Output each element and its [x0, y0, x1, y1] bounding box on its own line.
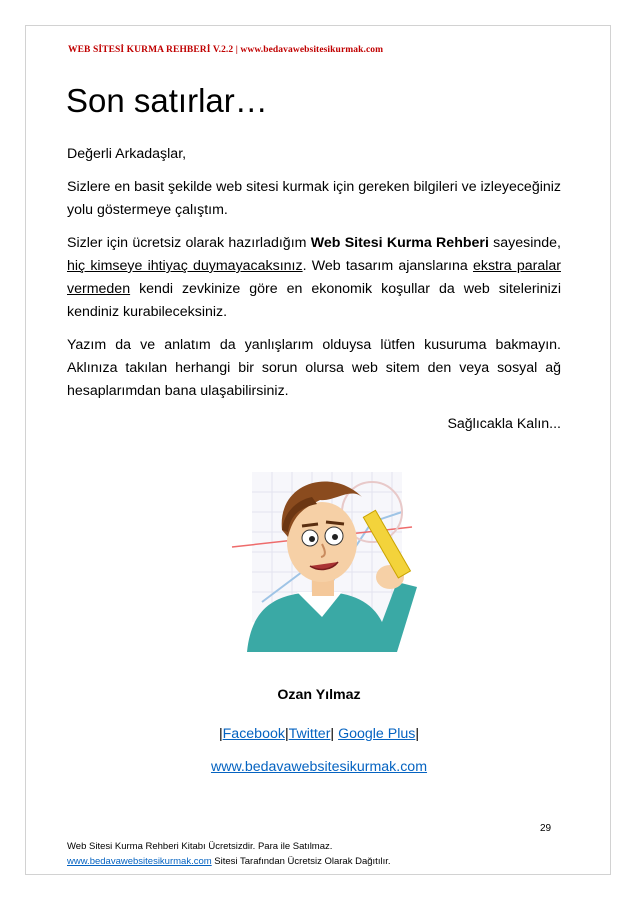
page-footer [67, 839, 390, 869]
footer-line-1: Web Sitesi Kurma Rehberi Kitabı Ücretsizdir. Para ile Satılmaz. [67, 841, 333, 852]
page-title: Son satırlar… [66, 82, 268, 119]
website-line [0, 759, 638, 775]
greeting: Değerli Arkadaşlar, [67, 146, 187, 162]
p2-text-3: . Web tasarım ajanslarına [302, 258, 473, 274]
author-name: Ozan Yılmaz [277, 687, 361, 703]
man-with-ruler-illustration [222, 452, 422, 652]
running-header: WEB SİTESİ KURMA REHBERİ V.2.2 | www.bedavawebsitesikurmak.com [68, 45, 384, 55]
paragraph-3: Yazım da ve anlatım da yanlışlarım olduysa lütfen kusuruma bakmayın. Aklınıza takılan herhangi bir sorun olursa web sitem den veya sosyal ağ hesaplarımdan bana ulaşabilirsiniz. [67, 337, 561, 399]
separator: | [218, 726, 223, 742]
separator: | [415, 726, 420, 742]
body-text [67, 143, 561, 446]
page-number: 29 [540, 823, 552, 834]
footer-website-link[interactable]: www.bedavawebsitesikurmak.com [67, 856, 212, 867]
underlined-phrase-2: ekstra paralar vermeden [67, 258, 561, 297]
social-links [0, 726, 638, 742]
footer-line-2 [67, 854, 390, 869]
twitter-link[interactable]: Twitter [288, 726, 331, 742]
signoff: Sağlıcakla Kalın... [447, 416, 561, 432]
p2-text-4: kendi zevkinize göre en ekonomik koşullar da web sitelerinizi kendiniz kurabileceksiniz. [67, 281, 561, 320]
separator: | [284, 726, 289, 742]
underlined-phrase-1: hiç kimseye ihtiyaç duymayacaksınız [67, 258, 303, 274]
p2-text-1: Sizler için ücretsiz olarak hazırladığım [67, 235, 311, 251]
facebook-link[interactable]: Facebook [222, 726, 285, 742]
p2-text-2: sayesinde, [488, 235, 561, 251]
paragraph-2 [67, 232, 561, 324]
separator: | [330, 726, 335, 742]
website-link[interactable]: www.bedavawebsitesikurmak.com [210, 759, 428, 775]
guide-name: Web Sitesi Kurma Rehberi [310, 235, 489, 251]
paragraph-1: Sizlere en basit şekilde web sitesi kurmak için gereken bilgileri ve izleyeceğiniz yolu göstermeye çalıştım. [67, 179, 561, 218]
google-plus-link[interactable]: Google Plus [338, 726, 416, 742]
footer-line-2-text: Sitesi Tarafından Ücretsiz Olarak Dağıtılır. [211, 856, 391, 867]
